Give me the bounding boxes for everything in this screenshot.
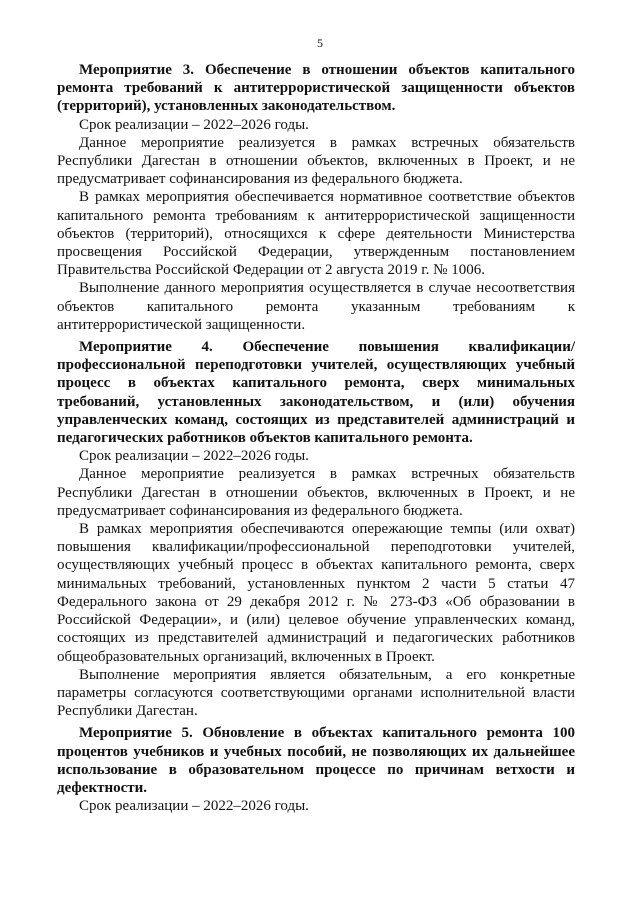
measure-5-heading: Мероприятие 5. Обновление в объектах капитального ремонта 100 процентов учебников и учебных пособий, не позволяющих их дальнейшее использование в образовательном процессе по причинам ветхости и дефектности. (57, 725, 575, 796)
page-number: 5 (317, 36, 323, 50)
measure-4-heading: Мероприятие 4. Обеспечение повышения квалификации/профессиональной переподготовки учителей, осуществляющих учебный процесс в объектах капитального ремонта, сверх минимальных требований, установленных законодательством, и (или) обучения управленческих команд, состоящих из представителей администраций и педагогических работников объектов капитального ремонта. (57, 339, 575, 447)
measure-3-funding-paragraph: Данное мероприятие реализуется в рамках встречных обязательств Республики Дагестан в отношении объектов, включенных в Проект, и не предусматривает софинансирования из федерального бюджета. (57, 134, 575, 188)
measure-3-condition-paragraph: Выполнение данного мероприятия осуществляется в случае несоответствия объектов капитального ремонта указанным требованиям к антитеррористической защищенности. (57, 280, 575, 333)
measure-4-scope-paragraph: В рамках мероприятия обеспечиваются опережающие темпы (или охват) повышения квалификации/профессиональной переподготовки учителей, осуществляющих учебный процесс в объектах капитального ремонта, сверх минимальных требований, установленных пунктом 2 части 5 статьи 47 Федерального закона от 29 декабря 2012 г. № 273-ФЗ «Об образовании в Российской Федерации», и (или) целевое обучение управленческих команд, состоящих из представителей администраций и педагогических работников общеобразовательных организаций, включенных в Проект. (57, 521, 575, 665)
measure-4-funding-paragraph: Данное мероприятие реализуется в рамках встречных обязательств Республики Дагестан в отношении объектов, включенных в Проект, и не предусматривает софинансирования из федерального бюджета. (57, 466, 575, 519)
measure-3-heading: Мероприятие 3. Обеспечение в отношении объектов капитального ремонта требований к антитеррористической защищенности объектов (территорий), установленных законодательством. (57, 62, 575, 115)
measure-4-deadline: Срок реализации – 2022–2026 годы. (79, 448, 309, 465)
measure-3-scope-paragraph: В рамках мероприятия обеспечивается нормативное соответствие объектов капитального ремонта требованиям к антитеррористической защищенности объектов (территорий), относящихся к сфере деятельности Министерства просвещения Российской Федерации, утвержденным постановлением Правительства Российской Федерации от 2 августа 2019 г. № 1006. (57, 189, 575, 279)
measure-5-deadline: Срок реализации – 2022–2026 годы. (79, 798, 309, 815)
document-body (57, 61, 575, 815)
measure-4-mandatory-paragraph: Выполнение мероприятия является обязательным, а его конкретные параметры согласуются соответствующими органами исполнительной власти Республики Дагестан. (57, 666, 575, 720)
measure-3-deadline: Срок реализации – 2022–2026 годы. (79, 116, 309, 133)
